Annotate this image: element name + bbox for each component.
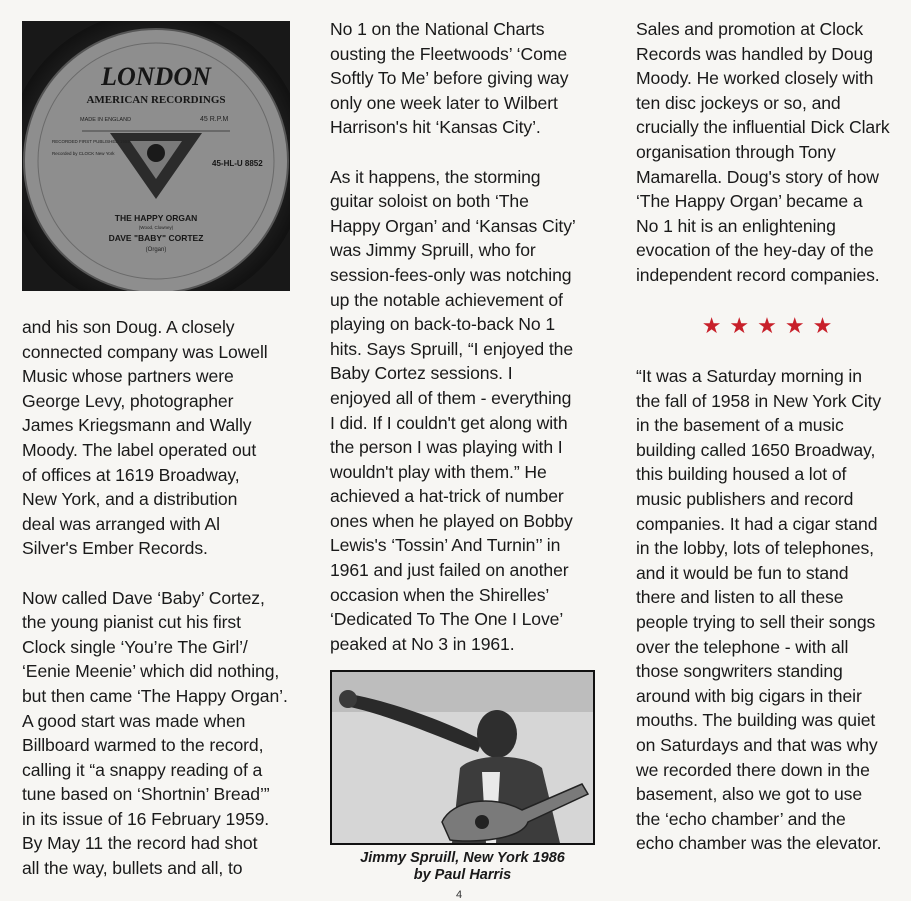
text-line: ten disc jockeys or so, and (636, 92, 841, 113)
text-line: up the notable achievement of (330, 289, 563, 310)
text-line: but then came ‘The Happy Organ’. (22, 685, 288, 706)
text-line: echo chamber was the elevator. (636, 833, 882, 854)
text-line: ‘Dedicated To The One I Love’ (330, 609, 564, 630)
text-line: Music whose partners were (22, 366, 234, 387)
text-line: organisation through Tony (636, 141, 836, 162)
text-line: deal was arranged with Al (22, 513, 220, 534)
text-line: over the telephone - with all (636, 636, 849, 657)
text-line: was Jimmy Spruill, who for (330, 240, 536, 261)
text-line: there and listen to all these (636, 587, 844, 608)
text-line: in its issue of 16 February 1959. (22, 808, 270, 829)
text-line: As it happens, the storming (330, 166, 541, 187)
text-line: Now called Dave ‘Baby’ Cortez, (22, 587, 265, 608)
text-line: enjoyed all of them - everything (330, 387, 572, 408)
label-subtitle: AMERICAN RECORDINGS (86, 94, 226, 106)
text-line: on Saturdays and that was why (636, 734, 878, 755)
caption-line-1: Jimmy Spruill, New York 1986 (360, 850, 565, 866)
text-line: calling it “a snappy reading of a (22, 759, 263, 780)
text-line: Lewis's ‘Tossin’ And Turnin’’ in (330, 535, 561, 556)
record-label-photo (22, 21, 290, 291)
label-recorded-by: Recorded by CLOCK New York (52, 151, 115, 156)
text-line: tune based on ‘Shortnin’ Bread’” (22, 784, 270, 805)
text-line: music publishers and record (636, 488, 854, 509)
text-line: No 1 hit is an enlightening (636, 215, 836, 236)
label-made-in: MADE IN ENGLAND (80, 117, 132, 123)
text-line: New York, and a distribution (22, 489, 238, 510)
text-line: Silver's Ember Records. (22, 538, 208, 559)
text-line: around with big cigars in their (636, 685, 862, 706)
text-line: Harrison's hit ‘Kansas City’. (330, 117, 541, 138)
text-line: and his son Doug. A closely (22, 317, 235, 337)
article-column-3 (636, 17, 906, 288)
text-line: the young pianist cut his first (22, 612, 241, 633)
text-line: basement, also we got to use (636, 784, 863, 805)
text-line: guitar soloist on both ‘The (330, 191, 529, 212)
col3-paragraph-1 (636, 17, 906, 288)
label-composers: (Wood, Clowney) (138, 225, 174, 230)
text-line: the person I was playing with I (330, 437, 563, 458)
text-line: hits. Says Spruill, “I enjoyed the (330, 338, 574, 359)
text-line: Softly To Me’ before giving way (330, 68, 569, 89)
text-line: those songwriters standing (636, 661, 843, 682)
text-line: playing on back-to-back No 1 (330, 314, 556, 335)
col1-paragraph-1 (22, 315, 307, 561)
text-line: wouldn't play with them.” He (330, 461, 547, 482)
text-line: ones when he played on Bobby (330, 510, 573, 531)
text-line: we recorded there down in the (636, 759, 870, 780)
col2-paragraph-2 (330, 165, 610, 657)
text-line: George Levy, photographer (22, 390, 234, 411)
article-column-3-continued (636, 364, 906, 856)
text-line: connected company was Lowell (22, 341, 268, 362)
text-line: session-fees-only was notching (330, 264, 572, 285)
text-line: in the basement of a music (636, 415, 844, 436)
label-recorded: RECORDED FIRST PUBLISHED 1959 (52, 139, 130, 144)
text-line: evocation of the hey-day of the (636, 240, 874, 261)
page-number: 4 (456, 889, 463, 901)
text-line: of offices at 1619 Broadway, (22, 464, 240, 485)
col1-paragraph-2 (22, 586, 307, 881)
text-line: only one week later to Wilbert (330, 92, 558, 113)
text-line: occasion when the Shirelles’ (330, 584, 550, 605)
col2-paragraph-1 (330, 17, 610, 140)
text-line: Baby Cortez sessions. I (330, 363, 513, 384)
text-line: people trying to sell their songs (636, 611, 876, 632)
text-line: ‘Eenie Meenie’ which did nothing, (22, 661, 280, 682)
text-line: A good start was made when (22, 710, 246, 731)
text-line: mouths. The building was quiet (636, 710, 876, 731)
photo-caption (330, 850, 595, 884)
label-instrument: (Organ) (145, 247, 167, 253)
section-divider-stars: ★★★★★ (701, 313, 841, 338)
article-column-2 (330, 17, 610, 656)
text-line: Moody. He worked closely with (636, 68, 874, 89)
text-line: Mamarella. Doug's story of how (636, 166, 879, 187)
text-line: ousting the Fleetwoods’ ‘Come (330, 43, 568, 64)
text-line: “It was a Saturday morning in (636, 366, 862, 386)
label-artist: DAVE "BABY" CORTEZ (108, 233, 204, 243)
label-brand: LONDON (101, 62, 211, 91)
text-line: all the way, bullets and all, to (22, 858, 243, 879)
text-line: in the lobby, lots of telephones, (636, 538, 874, 559)
text-line: James Kriegsmann and Wally (22, 415, 252, 436)
text-line: Billboard warmed to the record, (22, 735, 264, 756)
text-line: I did. If I couldn't get along with (330, 412, 568, 433)
text-line: Happy Organ’ and ‘Kansas City’ (330, 215, 576, 236)
label-speed: 45 R.P.M (200, 116, 229, 123)
text-line: peaked at No 3 in 1961. (330, 633, 515, 654)
text-line: By May 11 the record had shot (22, 833, 258, 854)
article-column-1 (22, 315, 307, 881)
col3-paragraph-2 (636, 364, 906, 856)
text-line: the fall of 1958 in New York City (636, 390, 882, 411)
text-line: crucially the influential Dick Clark (636, 117, 890, 138)
text-line: building called 1650 Broadway, (636, 439, 876, 460)
text-line: ‘The Happy Organ’ became a (636, 191, 863, 212)
label-catalog: 45-HL-U 8852 (212, 159, 263, 168)
text-line: the ‘echo chamber’ and the (636, 808, 846, 829)
text-line: Records was handled by Doug (636, 43, 873, 64)
text-line: Sales and promotion at Clock (636, 19, 864, 39)
caption-line-2: by Paul Harris (413, 867, 512, 883)
text-line: companies. It had a cigar stand (636, 513, 878, 534)
text-line: Clock single ‘You’re The Girl’/ (22, 636, 248, 657)
jimmy-spruill-photo (330, 670, 595, 845)
text-line: Moody. The label operated out (22, 439, 257, 460)
text-line: independent record companies. (636, 264, 880, 285)
text-line: No 1 on the National Charts (330, 19, 545, 39)
text-line: achieved a hat-trick of number (330, 486, 564, 507)
text-line: and it would be fun to stand (636, 562, 849, 583)
text-line: this building housed a lot of (636, 464, 847, 485)
label-song-title: THE HAPPY ORGAN (114, 213, 198, 223)
text-line: 1961 and just failed on another (330, 560, 569, 581)
